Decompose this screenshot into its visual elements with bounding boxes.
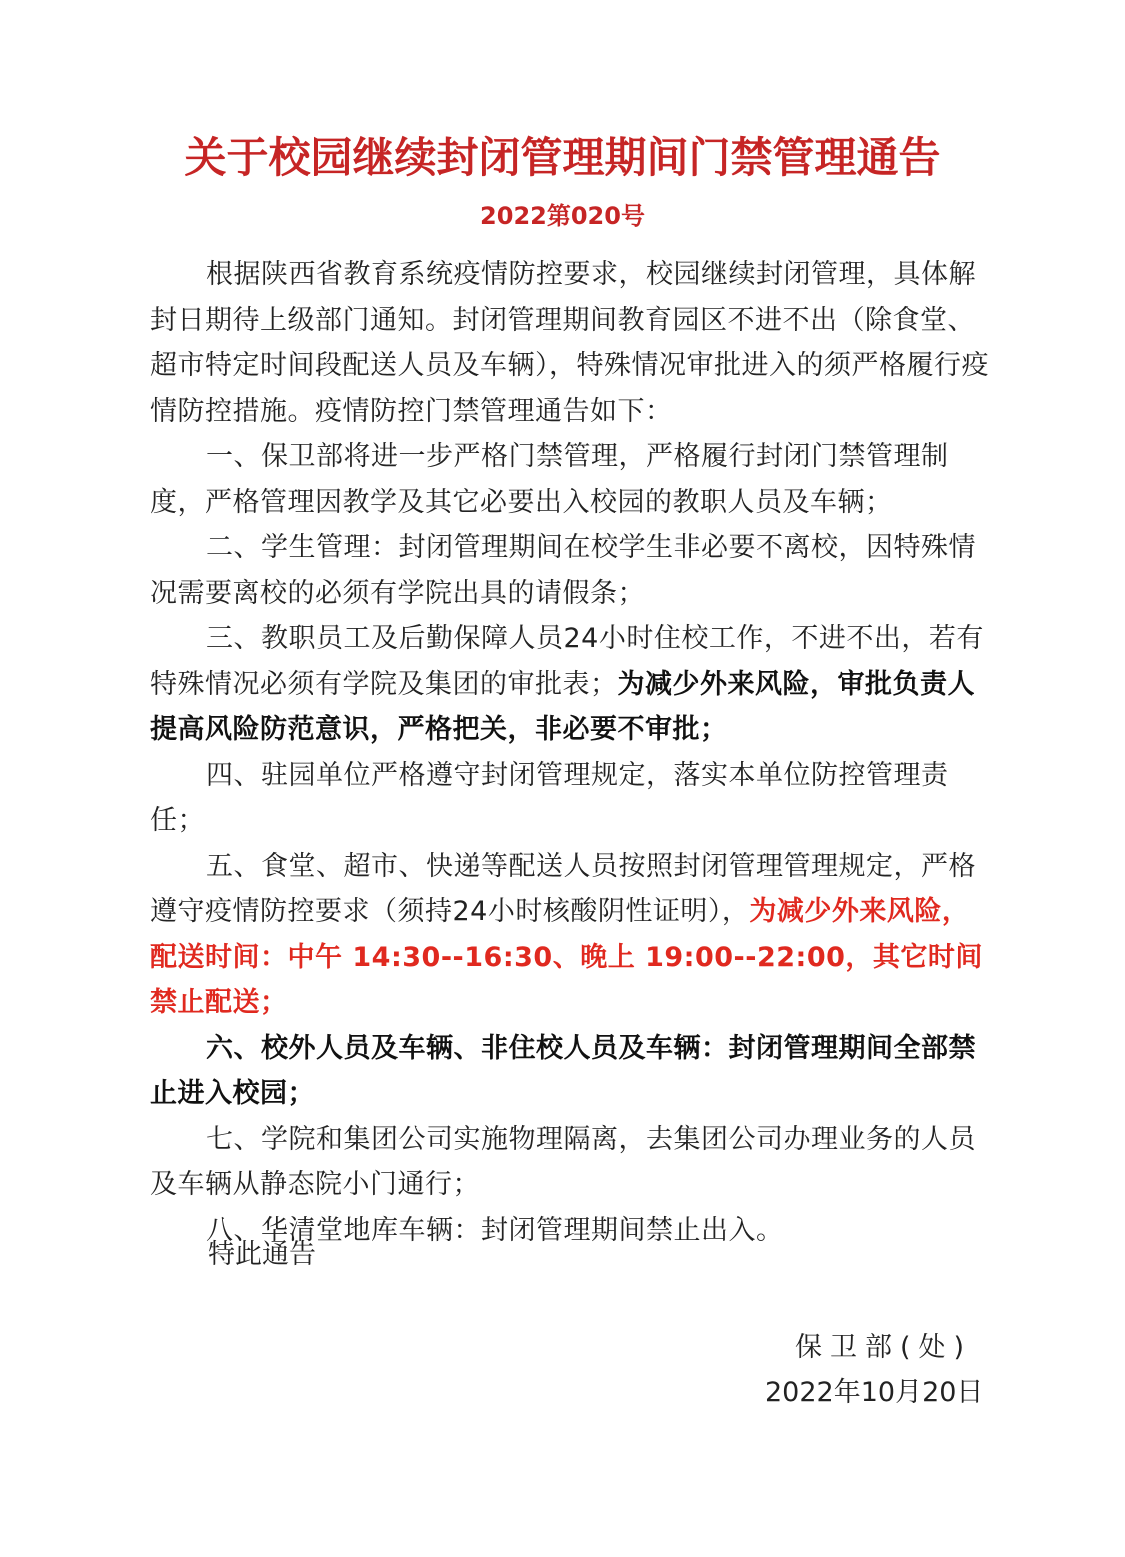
closing-text: 特此通告 — [208, 1239, 316, 1270]
document-number: 2022第020号 — [480, 202, 645, 230]
intro-paragraph: 根据陕西省教育系统疫情防控要求，校园继续封闭管理，具体解封日期待上级部门通知。封闭管理期间教育园区不进不出（除食堂、超市特定时间段配送人员及车辆），特殊情况审批进入的须严格履行疫情防控措施。疫情防控门禁管理通告如下： — [150, 259, 989, 427]
item-five-highlight: 为减少外来风险，配送时间：中午 14:30--16:30、晚上 19:00--22:00，其它时间禁止配送； — [150, 896, 983, 1018]
notice-title: 关于校园继续封闭管理期间门禁管理通告 — [184, 133, 941, 182]
item-five-text: 五、食堂、超市、快递等配送人员按照封闭管理管理规定，严格遵守疫情防控要求（须持24小时核酸阴性证明）， — [150, 850, 976, 927]
item-three — [150, 616, 990, 753]
item-six: 六、校外人员及车辆、非住校人员及车辆：封闭管理期间全部禁止进入校园； — [150, 1032, 976, 1109]
item-two: 二、学生管理：封闭管理期间在校学生非必要不离校，因特殊情况需要离校的必须有学院出具的请假条； — [150, 532, 976, 609]
item-five — [150, 844, 990, 1026]
item-one: 一、保卫部将进一步严格门禁管理，严格履行封闭门禁管理制度，严格管理因教学及其它必要出入校园的教职人员及车辆； — [150, 441, 949, 518]
item-seven: 七、学院和集团公司实施物理隔离，去集团公司办理业务的人员及车辆从静态院小门通行； — [150, 1123, 976, 1200]
item-four: 四、驻园单位严格遵守封闭管理规定，落实本单位防控管理责任； — [150, 759, 949, 836]
item-eight: 八、华清堂地库车辆：封闭管理期间禁止出入。 — [206, 1214, 784, 1246]
notice-body — [150, 252, 990, 1253]
signature: 保卫部(处) — [795, 1332, 973, 1363]
issue-date: 2022年10月20日 — [765, 1377, 984, 1408]
item-three-emphasis: 为减少外来风险，审批负责人提高风险防范意识，严格把关，非必要不审批； — [150, 668, 975, 745]
item-three-text: 三、教职员工及后勤保障人员24小时住校工作，不进不出，若有特殊情况必须有学院及集团的审批表； — [150, 623, 984, 700]
